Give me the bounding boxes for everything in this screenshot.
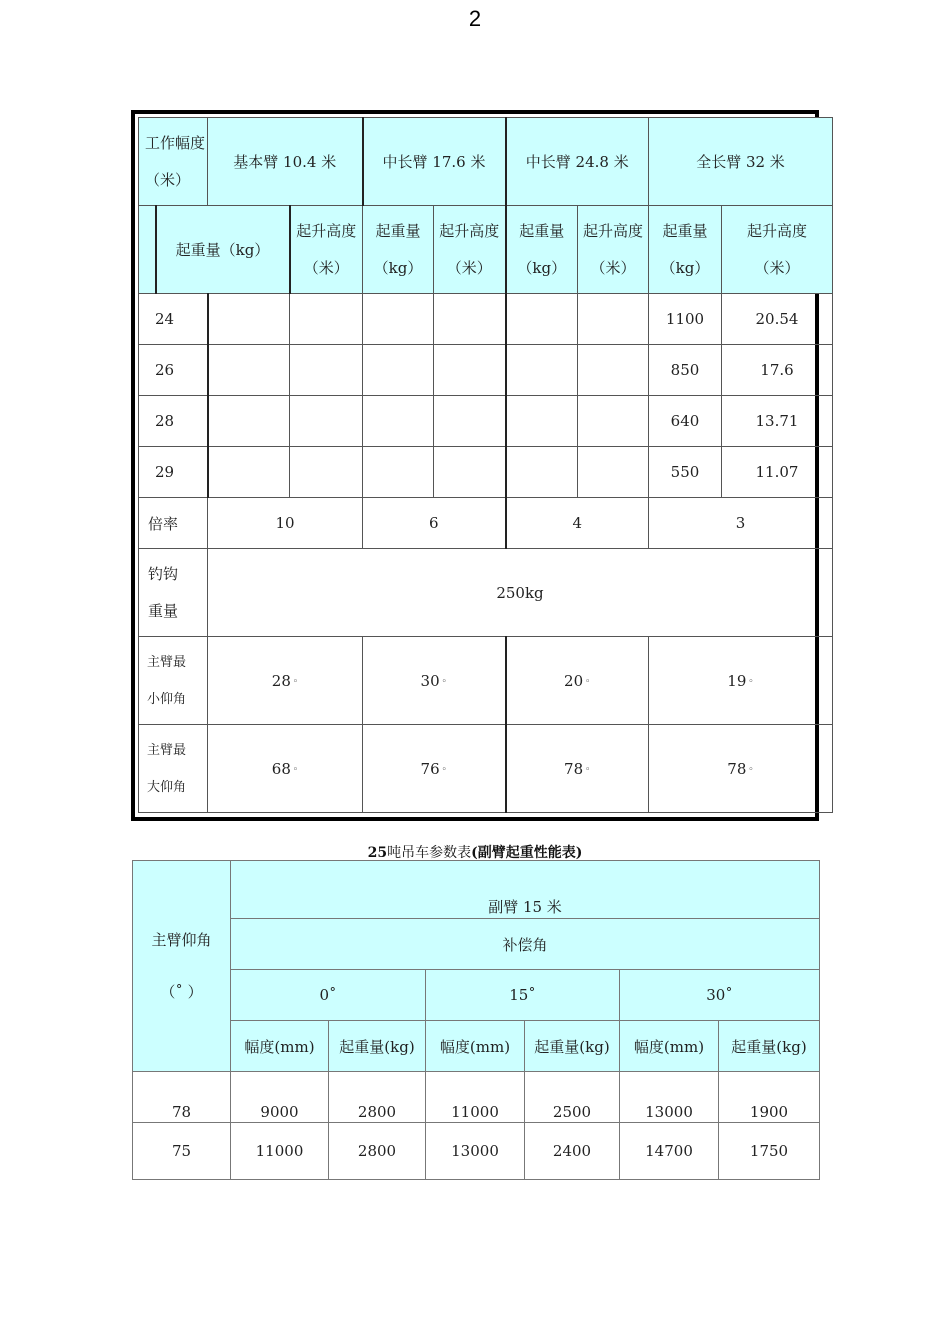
degree-mark: ◦ bbox=[585, 764, 591, 775]
value-cell: 2800 bbox=[329, 1123, 426, 1180]
radius-cell: 29 bbox=[139, 447, 208, 498]
max-angle-value bbox=[208, 725, 363, 813]
min-angle-label bbox=[139, 637, 208, 725]
working-radius-label: 工作幅度（米） bbox=[145, 133, 206, 189]
hook-weight-value: 250kg bbox=[208, 549, 833, 637]
min-angle-number: 30 bbox=[420, 671, 440, 690]
radius-cell: 28 bbox=[139, 396, 208, 447]
hook-weight-label-text bbox=[148, 556, 207, 630]
height-header-4-label: 起升高度（米） bbox=[746, 221, 807, 277]
radius-cell: 26 bbox=[139, 345, 208, 396]
load-header: 起重量(kg) bbox=[719, 1021, 820, 1072]
empty-cell bbox=[290, 396, 363, 447]
empty-cell bbox=[578, 447, 649, 498]
degree-mark: ◦ bbox=[748, 676, 754, 687]
load-cell: 1100 bbox=[649, 294, 722, 345]
value-cell: 11000 bbox=[231, 1123, 329, 1180]
empty-cell bbox=[506, 345, 578, 396]
boom-performance-table bbox=[138, 117, 833, 813]
height-header-2-label: 起升高度（米） bbox=[439, 221, 500, 277]
height-header-basic-label: 起升高度（米） bbox=[296, 221, 357, 277]
caption-suffix: (副臂起重性能表) bbox=[471, 845, 583, 861]
radius-cell: 24 bbox=[139, 294, 208, 345]
hook-label-line2: 重量 bbox=[148, 601, 179, 620]
empty-cell bbox=[290, 294, 363, 345]
jib-performance-table bbox=[132, 860, 820, 1180]
max-angle-number: 78 bbox=[564, 759, 584, 778]
height-header-3-label: 起升高度（米） bbox=[582, 221, 643, 277]
empty-cell bbox=[506, 294, 578, 345]
boom-header-2: 中长臂 17.6 米 bbox=[363, 118, 506, 206]
hook-label-line1: 钓钩 bbox=[148, 564, 179, 583]
height-cell: 11.07 bbox=[722, 447, 833, 498]
value-cell: 1900 bbox=[719, 1072, 820, 1123]
main-boom-angle-line2: （˚ ） bbox=[160, 983, 203, 1001]
empty-cell bbox=[578, 294, 649, 345]
load-header-2-label: 起重量（kg） bbox=[373, 221, 423, 277]
ratio-value: 10 bbox=[208, 498, 363, 549]
boom-performance-table-frame bbox=[131, 110, 819, 821]
empty-cell bbox=[208, 345, 290, 396]
degree-mark: ◦ bbox=[585, 676, 591, 687]
empty-cell bbox=[363, 345, 434, 396]
max-angle-value bbox=[506, 725, 649, 813]
empty-cell bbox=[290, 345, 363, 396]
ratio-row bbox=[139, 498, 833, 549]
min-angle-value bbox=[363, 637, 506, 725]
value-cell: 14700 bbox=[620, 1123, 719, 1180]
empty-cell bbox=[506, 447, 578, 498]
value-cell: 13000 bbox=[620, 1072, 719, 1123]
value-cell: 9000 bbox=[231, 1072, 329, 1123]
empty-cell bbox=[434, 294, 506, 345]
table-row bbox=[139, 396, 833, 447]
ratio-value: 6 bbox=[363, 498, 506, 549]
max-angle-row bbox=[139, 725, 833, 813]
empty-cell bbox=[434, 396, 506, 447]
load-header: 起重量(kg) bbox=[525, 1021, 620, 1072]
min-angle-row bbox=[139, 637, 833, 725]
load-cell: 850 bbox=[649, 345, 722, 396]
max-angle-value bbox=[363, 725, 506, 813]
empty-cell bbox=[578, 396, 649, 447]
table-caption bbox=[0, 842, 950, 862]
load-header: 起重量(kg) bbox=[329, 1021, 426, 1072]
value-cell: 2500 bbox=[525, 1072, 620, 1123]
empty-cell bbox=[363, 396, 434, 447]
degree-mark: ◦ bbox=[441, 676, 447, 687]
working-radius-header bbox=[139, 118, 208, 206]
max-angle-number: 78 bbox=[727, 759, 747, 778]
compensation-angle-header: 补偿角 bbox=[231, 919, 820, 970]
min-angle-value bbox=[208, 637, 363, 725]
empty-cell bbox=[208, 447, 290, 498]
max-angle-label bbox=[139, 725, 208, 813]
degree-mark: ◦ bbox=[292, 676, 299, 687]
value-cell: 11000 bbox=[426, 1072, 525, 1123]
height-cell: 20.54 bbox=[722, 294, 833, 345]
empty-cell bbox=[363, 294, 434, 345]
max-angle-label-line2: 大仰角 bbox=[147, 779, 187, 795]
table-row bbox=[139, 345, 833, 396]
main-boom-angle-label bbox=[133, 914, 230, 1018]
table-row bbox=[133, 1072, 820, 1123]
hook-weight-label bbox=[139, 549, 208, 637]
value-cell: 13000 bbox=[426, 1123, 525, 1180]
angle-header-15: 15˚ bbox=[426, 970, 620, 1021]
empty-cell bbox=[363, 447, 434, 498]
min-angle-number: 28 bbox=[271, 671, 291, 690]
min-angle-number: 19 bbox=[727, 671, 747, 690]
max-angle-number: 76 bbox=[420, 759, 440, 778]
load-header-3-label: 起重量（kg） bbox=[517, 221, 567, 277]
hook-weight-row bbox=[139, 549, 833, 637]
height-header-4 bbox=[722, 206, 833, 294]
empty-cell bbox=[578, 345, 649, 396]
radius-header: 幅度(mm) bbox=[426, 1021, 525, 1072]
table-row bbox=[139, 447, 833, 498]
value-cell: 2400 bbox=[525, 1123, 620, 1180]
height-header-2 bbox=[434, 206, 506, 294]
ratio-value: 4 bbox=[506, 498, 649, 549]
table-row bbox=[133, 1123, 820, 1180]
radius-header: 幅度(mm) bbox=[620, 1021, 719, 1072]
boom-header-3: 中长臂 24.8 米 bbox=[506, 118, 649, 206]
empty-cell bbox=[434, 345, 506, 396]
ratio-label: 倍率 bbox=[139, 498, 208, 549]
empty-cell bbox=[506, 396, 578, 447]
max-angle-value bbox=[649, 725, 833, 813]
load-header-basic: 起重量（kg） bbox=[156, 206, 290, 294]
height-header-3 bbox=[578, 206, 649, 294]
degree-mark: ◦ bbox=[292, 764, 299, 775]
load-header-4-label: 起重量（kg） bbox=[660, 221, 710, 277]
load-cell: 550 bbox=[649, 447, 722, 498]
empty-cell bbox=[208, 294, 290, 345]
degree-mark: ◦ bbox=[748, 764, 754, 775]
table-row bbox=[139, 294, 833, 345]
main-boom-angle-line1: 主臂仰角 bbox=[151, 931, 212, 949]
boom-angle-cell: 75 bbox=[133, 1123, 231, 1180]
load-header-4 bbox=[649, 206, 722, 294]
height-cell: 17.6 bbox=[722, 345, 833, 396]
height-cell: 13.71 bbox=[722, 396, 833, 447]
main-boom-angle-header bbox=[133, 861, 231, 1072]
max-angle-number: 68 bbox=[271, 759, 291, 778]
boom-header-1: 基本臂 10.4 米 bbox=[208, 118, 363, 206]
empty-cell bbox=[434, 447, 506, 498]
min-angle-value bbox=[649, 637, 833, 725]
angle-header-0: 0˚ bbox=[231, 970, 426, 1021]
boom-angle-cell: 78 bbox=[133, 1072, 231, 1123]
radius-header: 幅度(mm) bbox=[231, 1021, 329, 1072]
height-header-basic bbox=[290, 206, 363, 294]
caption-prefix: 25 bbox=[367, 845, 388, 861]
jib-length-header: 副臂 15 米 bbox=[231, 861, 820, 919]
page-number: 2 bbox=[468, 6, 482, 31]
degree-mark: ◦ bbox=[441, 764, 447, 775]
load-cell: 640 bbox=[649, 396, 722, 447]
angle-header-30: 30˚ bbox=[620, 970, 820, 1021]
empty-cell bbox=[208, 396, 290, 447]
load-header-3 bbox=[506, 206, 578, 294]
caption-text: 吨吊车参数表 bbox=[387, 845, 472, 861]
value-cell: 2800 bbox=[329, 1072, 426, 1123]
min-angle-value bbox=[506, 637, 649, 725]
load-header-2 bbox=[363, 206, 434, 294]
min-angle-label-line2: 小仰角 bbox=[147, 691, 187, 707]
boom-header-4: 全长臂 32 米 bbox=[649, 118, 833, 206]
min-angle-label-line1: 主臂最 bbox=[147, 654, 187, 670]
header-spacer bbox=[139, 206, 156, 294]
empty-cell bbox=[290, 447, 363, 498]
ratio-value: 3 bbox=[649, 498, 833, 549]
value-cell: 1750 bbox=[719, 1123, 820, 1180]
max-angle-label-line1: 主臂最 bbox=[147, 742, 187, 758]
min-angle-number: 20 bbox=[564, 671, 584, 690]
